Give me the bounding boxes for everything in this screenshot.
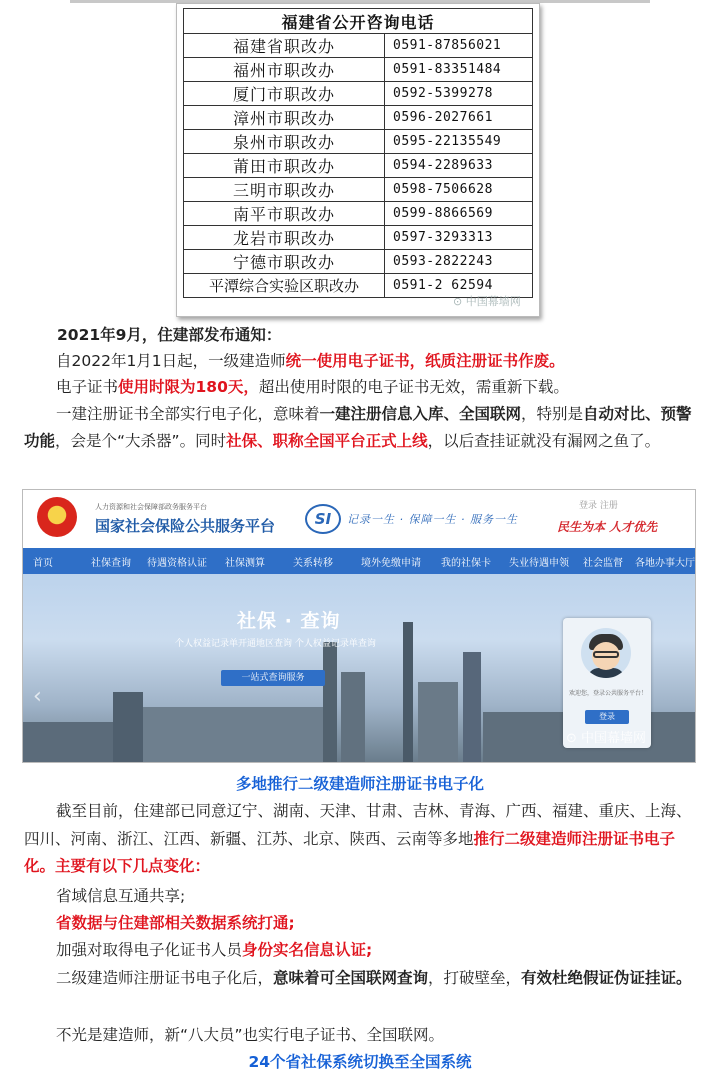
office-name: 厦门市职改办: [184, 82, 385, 106]
office-name: 龙岩市职改办: [184, 226, 385, 250]
table-row: [184, 154, 533, 178]
phone-number: 0595-22135549: [385, 130, 533, 154]
nav-item[interactable]: 社保查询: [91, 557, 131, 569]
office-name: 宁德市职改办: [184, 250, 385, 274]
office-name: 平潭综合实验区职改办: [184, 274, 385, 298]
nav-item[interactable]: 我的社保卡: [441, 557, 491, 569]
office-name: 三明市职改办: [184, 178, 385, 202]
login-register-links[interactable]: 登录 注册: [579, 501, 618, 511]
nav-item[interactable]: 首页: [33, 557, 53, 569]
nav-item[interactable]: 关系转移: [293, 557, 333, 569]
table-row: [184, 130, 533, 154]
section-caption: 多地推行二级建造师注册证书电子化: [235, 775, 484, 793]
table-row: [184, 226, 533, 250]
paragraph: 一建注册证书全部实行电子化，意味着一建注册信息入库、全国联网，特别是自动对比、预警功能，会是个“大杀器”。同时社保、职称全国平台正式上线，以后查挂证就没有漏网之鱼了。: [24, 405, 692, 450]
query-service-button[interactable]: 一站式查询服务: [221, 670, 325, 686]
si-logo-icon: SI: [305, 504, 341, 534]
slogan: 记录一生 · 保障一生 · 服务一生: [347, 513, 518, 526]
phone-number: 0597-3293313: [385, 226, 533, 250]
table-row: [184, 202, 533, 226]
welcome-text: 欢迎您，登录公共服务平台！: [569, 690, 648, 697]
org-subtitle: 人力资源和社会保障部政务服务平台: [95, 503, 207, 511]
national-emblem-icon: [37, 497, 77, 537]
table-row: [184, 58, 533, 82]
org-name: 国家社会保险公共服务平台: [95, 517, 276, 535]
table-row: [184, 250, 533, 274]
chevron-left-icon[interactable]: ‹: [33, 684, 42, 709]
phone-number: 0591-83351484: [385, 58, 533, 82]
paragraph: 电子证书使用时限为180天，超出使用时限的电子证书无效，需重新下载。: [56, 378, 569, 396]
office-name: 漳州市职改办: [184, 106, 385, 130]
nav-item[interactable]: 各地办事大厅: [635, 557, 695, 569]
paragraph: 省数据与住建部相关数据系统打通;: [56, 914, 295, 932]
motto: 民生为本 人才优先: [557, 520, 658, 534]
phone-table-image: [176, 3, 540, 317]
phone-number: 0599-8866569: [385, 202, 533, 226]
phone-number: 0591-2 62594: [385, 274, 533, 298]
phone-number: 0594-2289633: [385, 154, 533, 178]
nav-item[interactable]: 社会监督: [583, 557, 623, 569]
paragraph: 省域信息互通共享;: [56, 887, 186, 905]
office-name: 南平市职改办: [184, 202, 385, 226]
phone-number: 0598-7506628: [385, 178, 533, 202]
paragraph: 截至目前，住建部已同意辽宁、湖南、天津、甘肃、吉林、青海、广西、福建、重庆、上海、四川、河南、浙江、江西、新疆、江苏、北京、陕西、云南等多地推行二级建造师注册证书电子化。主要有以下几点变化：: [24, 802, 692, 875]
phone-number: 0593-2822243: [385, 250, 533, 274]
table-row: [184, 34, 533, 58]
site-header: [23, 490, 695, 548]
office-name: 福建省职改办: [184, 34, 385, 58]
watermark: ⊙ 中国幕墙网: [453, 295, 521, 308]
office-name: 莆田市职改办: [184, 154, 385, 178]
phone-number: 0592-5399278: [385, 82, 533, 106]
table-title: 福建省公开咨询电话: [184, 9, 533, 34]
paragraph: 二级建造师注册证书电子化后，意味着可全国联网查询，打破壁垒，有效杜绝假证伪证挂证。: [56, 969, 692, 987]
paragraph-heading: 2021年9月，住建部发布通知：: [57, 326, 282, 344]
office-name: 福州市职改办: [184, 58, 385, 82]
nav-item[interactable]: 社保测算: [225, 557, 265, 569]
paragraph: 自2022年1月1日起，一级建造师统一使用电子证书，纸质注册证书作废。: [56, 352, 565, 370]
table-row: [184, 178, 533, 202]
phone-table: [183, 8, 533, 298]
banner-title: 社保 · 查询: [237, 610, 341, 632]
section-caption: 24个省社保系统切换至全国系统: [248, 1053, 472, 1071]
watermark: ⊙ 中国幕墙网: [566, 731, 647, 746]
office-name: 泉州市职改办: [184, 130, 385, 154]
avatar: [581, 628, 631, 678]
table-row: [184, 106, 533, 130]
paragraph: 不光是建造师，新“八大员”也实行电子证书、全国联网。: [56, 1026, 445, 1044]
nav-item[interactable]: 境外免缴申请: [361, 557, 421, 569]
paragraph: 加强对取得电子化证书人员身份实名信息认证;: [56, 941, 373, 959]
website-screenshot: [22, 489, 696, 763]
phone-number: 0591-87856021: [385, 34, 533, 58]
nav-item[interactable]: 待遇资格认证: [147, 557, 207, 569]
table-row: [184, 82, 533, 106]
login-button[interactable]: 登录: [585, 710, 629, 724]
site-nav: [23, 548, 695, 574]
phone-number: 0596-2027661: [385, 106, 533, 130]
nav-item[interactable]: 失业待遇申领: [509, 557, 569, 569]
banner-subtitle[interactable]: 个人权益记录单开通地区查询 个人权益记录单查询: [175, 639, 376, 649]
